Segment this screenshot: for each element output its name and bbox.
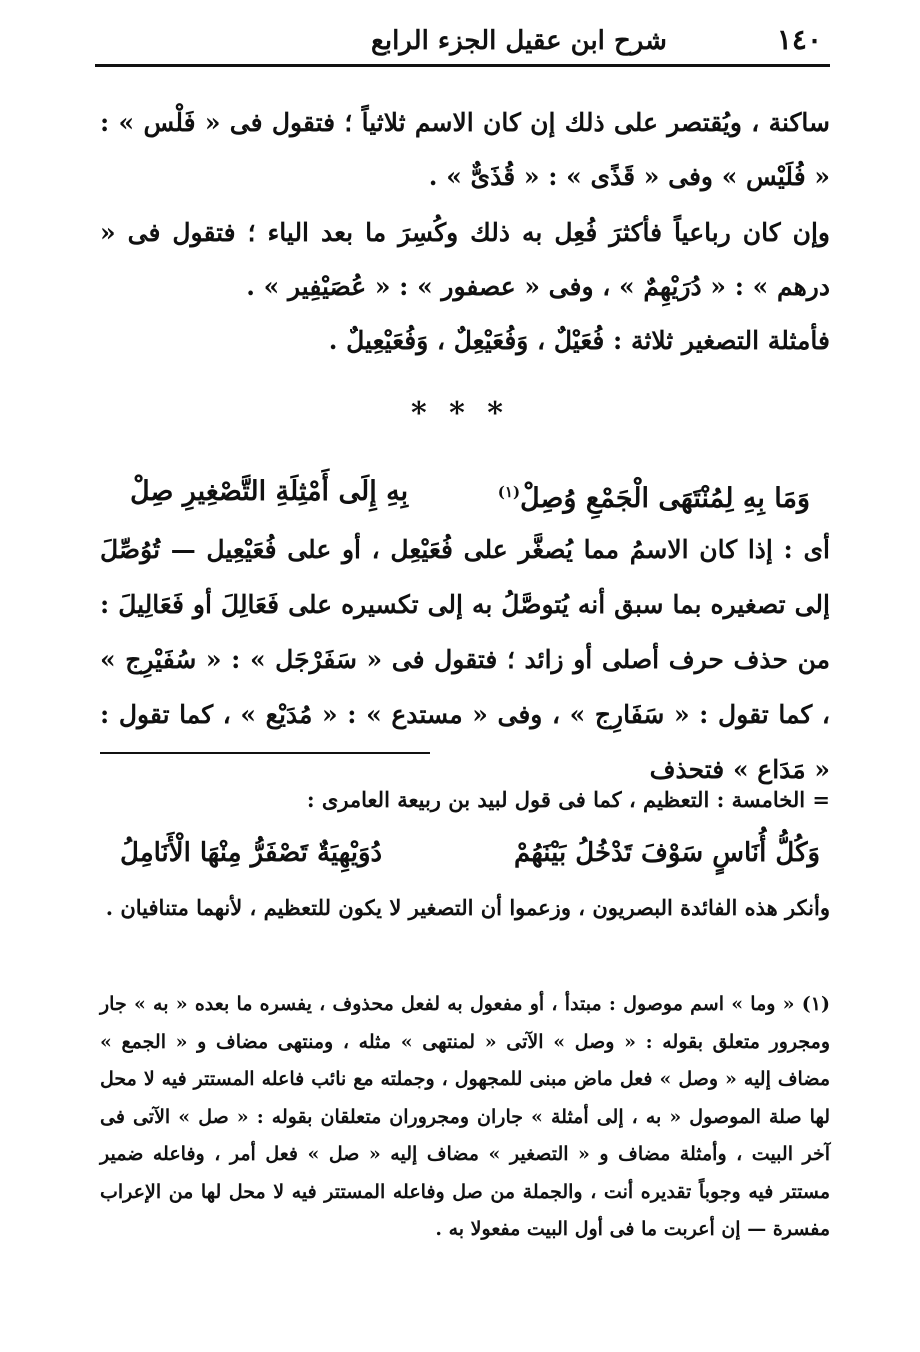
page-number: ١٤٠	[776, 23, 822, 56]
page-header	[95, 12, 830, 67]
note-continuation: = الخامسة : التعظيم ، كما فى قول لبيد بن ربيعة العامرى :	[306, 787, 830, 812]
section-separator: * * *	[411, 396, 509, 431]
verse-second-hemistich: بِهِ إِلَى أَمْثِلَةِ التَّصْغِيرِ صِلْ	[130, 476, 409, 507]
alfiya-verse	[130, 464, 810, 527]
footnote-1: (١) « وما » اسم موصول : مبتدأ ، أو مفعول به لفعل محذوف ، يفسره ما بعده « به » جار ومجرور متعلق بقوله : « وصل » الآتى « لمنتهى » مثله ، ومنتهى مضاف و « الجمع » مضاف إليه « وصل » فعل ماض مبنى للمجهول ، وجملته مع نائب فاعله المستتر فيه لا محل لها صلة الموصول « به ، إلى أمثلة » جاران ومجروران متعلقان بقوله : « صل » الآتى فى آخر البيت ، وأمثلة مضاف و « التصغير » مضاف إليه « صل » فعل أمر ، وفاعله ضمير مستتر فيه وجوباً تقديره أنت ، والجملة من صل وفاعله المستتر فيه لا محل لها من الإعراب مفسرة — إن أعربت ما فى أول البيت مفعولا به .	[100, 993, 831, 1240]
commentary-paragraph: أى : إذا كان الاسمُ مما يُصغَّر على فُعَيْعِل ، أو على فُعَيْعِيل — تُوُصِّلَ إلى تصغيره بما سبق أنه يُتوصَّلُ به إلى تكسيره على فَعَالِلَ أو فَعَالِيلَ : من حذف حرف أصلى أو زائد ؛ فتقول فى « سَفَرْجَل » : « سُفَيْرِج » ، كما تقول : « سَفَارِج » ، وفى « مستدع » : « مُدَيْع » ، كما تقول : « مَدَاع » فتحذف	[100, 535, 830, 784]
note-after-verse: وأنكر هذه الفائدة البصريون ، وزعموا أن التصغير لا يكون للتعظيم ، لأنهما متنافيان .	[105, 895, 830, 920]
footnote-divider	[100, 752, 430, 754]
verse-first-hemistich	[498, 464, 810, 527]
verse-first-text: وَمَا بِهِ لِمُنْتَهَى الْجَمْعِ وُصِلْ	[520, 483, 810, 514]
paragraph-2: وإن كان رباعياً فأكثرَ فُعِل به ذلك وكُسِرَ ما بعد الياء ؛ فتقول فى « درهم » : « دُرَيْهِمٌ » ، وفى « عصفور » : « عُصَيْفِير » .	[100, 218, 830, 301]
footnote-ref: (١)	[497, 483, 521, 501]
labid-verse-second: دُوَيْهِيَةٌ تَصْفَرُّ مِنْهَا الْأَنَامِلُ	[120, 838, 383, 868]
labid-verse	[120, 828, 820, 878]
paragraph-1: ساكنة ، ويُقتصر على ذلك إن كان الاسم ثلاثياً ؛ فتقول فى « فَلْس » : « فُلَيْس » وفى « قَذًى » : « قُذَىٌّ » .	[100, 108, 830, 191]
labid-verse-first: وَكُلُّ أُنَاسٍ سَوْفَ تَدْخُلُ بَيْنَهُمْ	[514, 838, 820, 868]
paragraph-3: فأمثلة التصغير ثلاثة : فُعَيْلٌ ، وَفُعَيْعِلٌ ، وَفُعَيْعِيلٌ .	[328, 326, 830, 355]
running-title: شرح ابن عقيل الجزء الرابع	[371, 26, 667, 56]
